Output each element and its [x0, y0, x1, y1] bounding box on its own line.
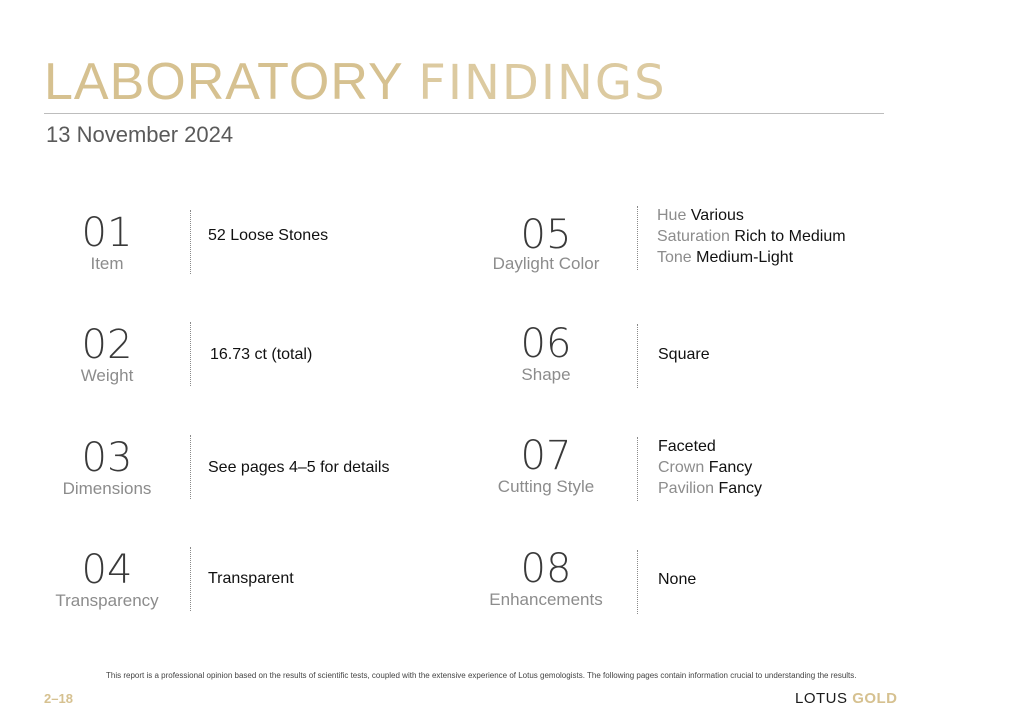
- pavilion-key: Pavilion: [658, 480, 715, 497]
- field-cutting-style: [481, 433, 901, 503]
- title-findings: FINDINGS: [418, 55, 667, 111]
- field-divider: [637, 550, 638, 614]
- field-value: See pages 4–5 for details: [208, 459, 390, 476]
- field-number: 01: [81, 210, 133, 256]
- saturation-value: Rich to Medium: [734, 228, 846, 245]
- field-divider: [637, 324, 638, 388]
- field-number: 05: [520, 212, 572, 258]
- field-item: [42, 210, 462, 280]
- field-number: 02: [81, 322, 133, 368]
- field-weight: [42, 322, 462, 392]
- crown-value: Fancy: [708, 459, 753, 476]
- field-label: Enhancements: [489, 590, 603, 609]
- saturation-row: [657, 226, 846, 247]
- disclaimer-note: This report is a professional opinion based on the results of scientific tests, coupled with the extensive experience of Lotus gemologists. The following pages contain information crucial to understanding the results.: [106, 671, 857, 680]
- hue-row: [657, 205, 846, 226]
- field-daylight-color: [481, 207, 901, 280]
- saturation-key: Saturation: [657, 228, 730, 245]
- field-label: Shape: [521, 365, 571, 384]
- field-divider: [190, 322, 191, 386]
- brand-lotus: LOTUS: [795, 690, 848, 707]
- title-laboratory: LABORATORY: [44, 53, 403, 111]
- field-number: 06: [520, 321, 572, 367]
- field-value: Transparent: [208, 570, 294, 587]
- page-title: [44, 52, 667, 113]
- field-label: Dimensions: [62, 479, 152, 498]
- tone-value: Medium-Light: [696, 249, 794, 266]
- field-value-group: [658, 436, 762, 499]
- style-row: Faceted: [658, 438, 716, 455]
- field-enhancements: [481, 546, 901, 616]
- field-value: 52 Loose Stones: [208, 227, 329, 244]
- field-divider: [637, 437, 638, 501]
- field-transparency: [42, 547, 462, 617]
- field-divider: [190, 435, 191, 499]
- field-value: Square: [658, 346, 710, 363]
- tone-row: [657, 247, 846, 268]
- crown-key: Crown: [658, 459, 705, 476]
- field-label: Item: [90, 254, 124, 273]
- field-divider: [637, 206, 638, 270]
- brand-gold: GOLD: [852, 690, 898, 707]
- field-label: Daylight Color: [492, 254, 600, 273]
- hue-key: Hue: [657, 207, 687, 224]
- field-number: 07: [520, 433, 572, 479]
- crown-row: [658, 457, 762, 478]
- field-shape: [481, 321, 901, 391]
- field-value: None: [658, 571, 697, 588]
- field-number: 08: [520, 546, 572, 592]
- hue-value: Various: [690, 207, 744, 224]
- field-value-group: [657, 205, 846, 268]
- field-label: Transparency: [55, 591, 159, 610]
- field-divider: [190, 210, 191, 274]
- tone-key: Tone: [657, 249, 692, 266]
- title-divider: [44, 113, 884, 114]
- pavilion-value: Fancy: [718, 480, 763, 497]
- field-divider: [190, 547, 191, 611]
- field-number: 04: [81, 547, 133, 593]
- pavilion-row: [658, 478, 762, 499]
- field-dimensions: [42, 435, 462, 505]
- page-number: 2–18: [44, 691, 73, 706]
- report-date: 13 November 2024: [46, 122, 234, 147]
- field-number: 03: [81, 435, 133, 481]
- field-label: Cutting Style: [497, 477, 595, 496]
- brand-logo: [795, 690, 898, 707]
- field-label: Weight: [80, 366, 134, 385]
- field-value: 16.73 ct (total): [210, 346, 313, 363]
